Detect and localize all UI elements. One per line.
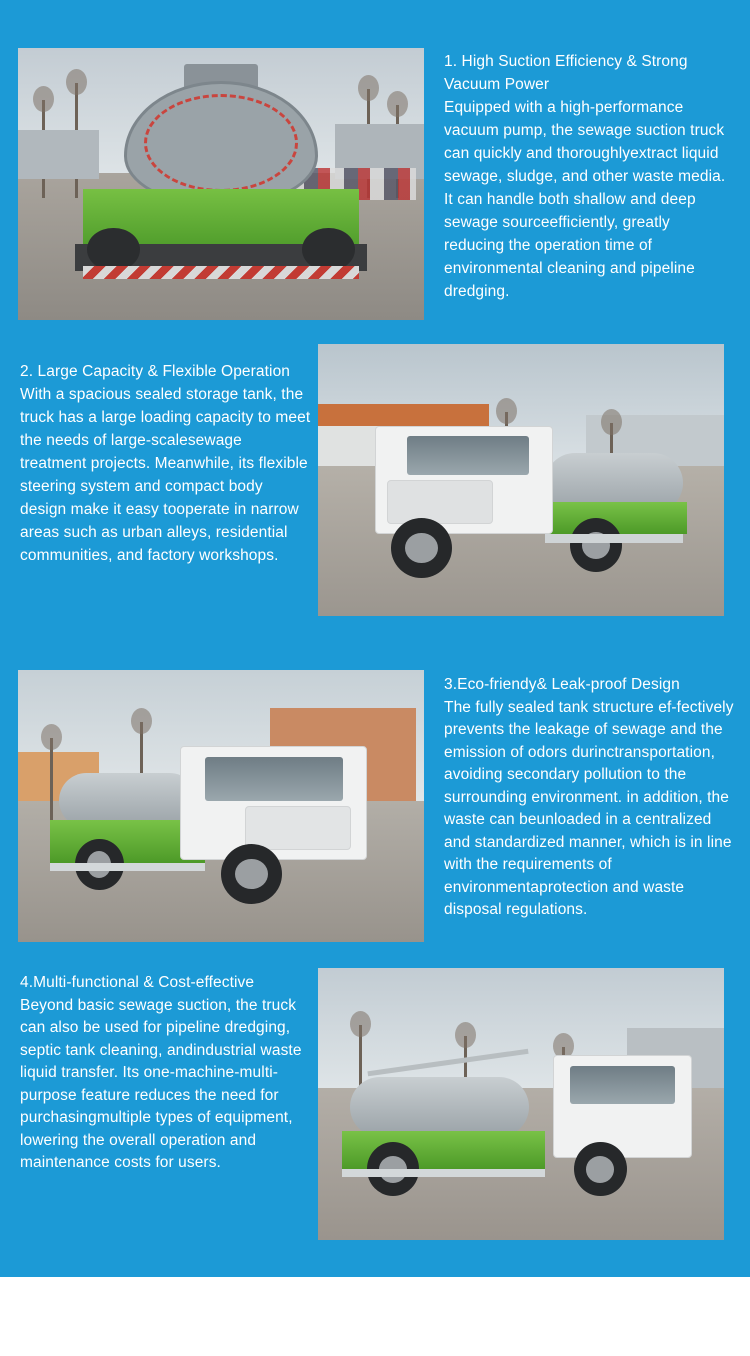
- section-3-text: [444, 674, 734, 922]
- wheel-hub: [586, 1156, 614, 1183]
- section-3-body: The fully sealed tank structure ef-fectively prevents the leakage of sewage and the emission of odors durinctransportation, avoiding secondary pollution to the surrounding environment. in addition, the waste can beunloaded in a centralized and standardized manner, which is in line with the requirements of environmentaprotection and waste disposal regulations.: [444, 698, 734, 918]
- wheel-hub: [235, 859, 267, 889]
- windshield: [205, 757, 343, 801]
- section-2-heading: 2. Large Capacity & Flexible Operation: [20, 363, 291, 380]
- sewage-suction-truck-street-view: [18, 670, 424, 942]
- truck-wheel: [87, 228, 140, 272]
- truck-grille: [387, 480, 493, 524]
- section-1-heading: 1. High Suction Efficiency & Strong Vacuum Power: [444, 53, 688, 93]
- section-2-body: With a spacious sealed storage tank, the truck has a large loading capacity to meet the needs of large-scalesewage treatment projects. Meanwhile, its flexible steering system and compact body design make it easy tooperate in narrow areas such as urban alleys, residential communities, and factory workshops.: [20, 386, 311, 564]
- vacuum-tank: [350, 1077, 529, 1137]
- section-4-body: Beyond basic sewage suction, the truck can also be used for pipeline dredging, septic tank cleaning, andindustrial waste liquid transfer. Its one-machine-multi-purpose feature reduces the need for purchasingmultiple types of equipment, lowering the overall operation and maintenance costs for users.: [20, 996, 302, 1171]
- side-stripe: [342, 1169, 545, 1177]
- background-building: [18, 130, 99, 179]
- section-1-text: [444, 50, 732, 303]
- section-1-body: Equipped with a high-performance vacuum pump, the sewage suction truck can quickly and thoroughlyextract liquid sewage, sludge, and other waste media. It can handle both shallow and deep sewage sourceefficiently, greatly reducing the operation time of environmental cleaning and pipeline dredging.: [444, 99, 726, 300]
- truck-wheel: [302, 228, 355, 272]
- section-2-text: [20, 360, 312, 567]
- section-3-heading: 3.Eco-friendy& Leak-proof Design: [444, 676, 680, 693]
- sewage-suction-truck-front-left-view: [318, 344, 724, 616]
- side-stripe: [50, 863, 204, 871]
- sewage-suction-truck-rear-view: [18, 48, 424, 320]
- side-stripe: [545, 534, 683, 542]
- windshield: [570, 1066, 676, 1104]
- tank-reflective-ring: [144, 94, 298, 192]
- page-footer-spacer: [0, 1277, 750, 1356]
- section-4-text: [20, 972, 306, 1175]
- tree-icon: [50, 738, 53, 820]
- section-4-heading: 4.Multi-functional & Cost-effective: [20, 974, 255, 991]
- rear-bumper-stripe: [83, 266, 359, 280]
- truck-grille: [245, 806, 351, 850]
- wheel-hub: [405, 533, 437, 563]
- windshield: [407, 436, 529, 474]
- sewage-suction-truck-side-view: [318, 968, 724, 1240]
